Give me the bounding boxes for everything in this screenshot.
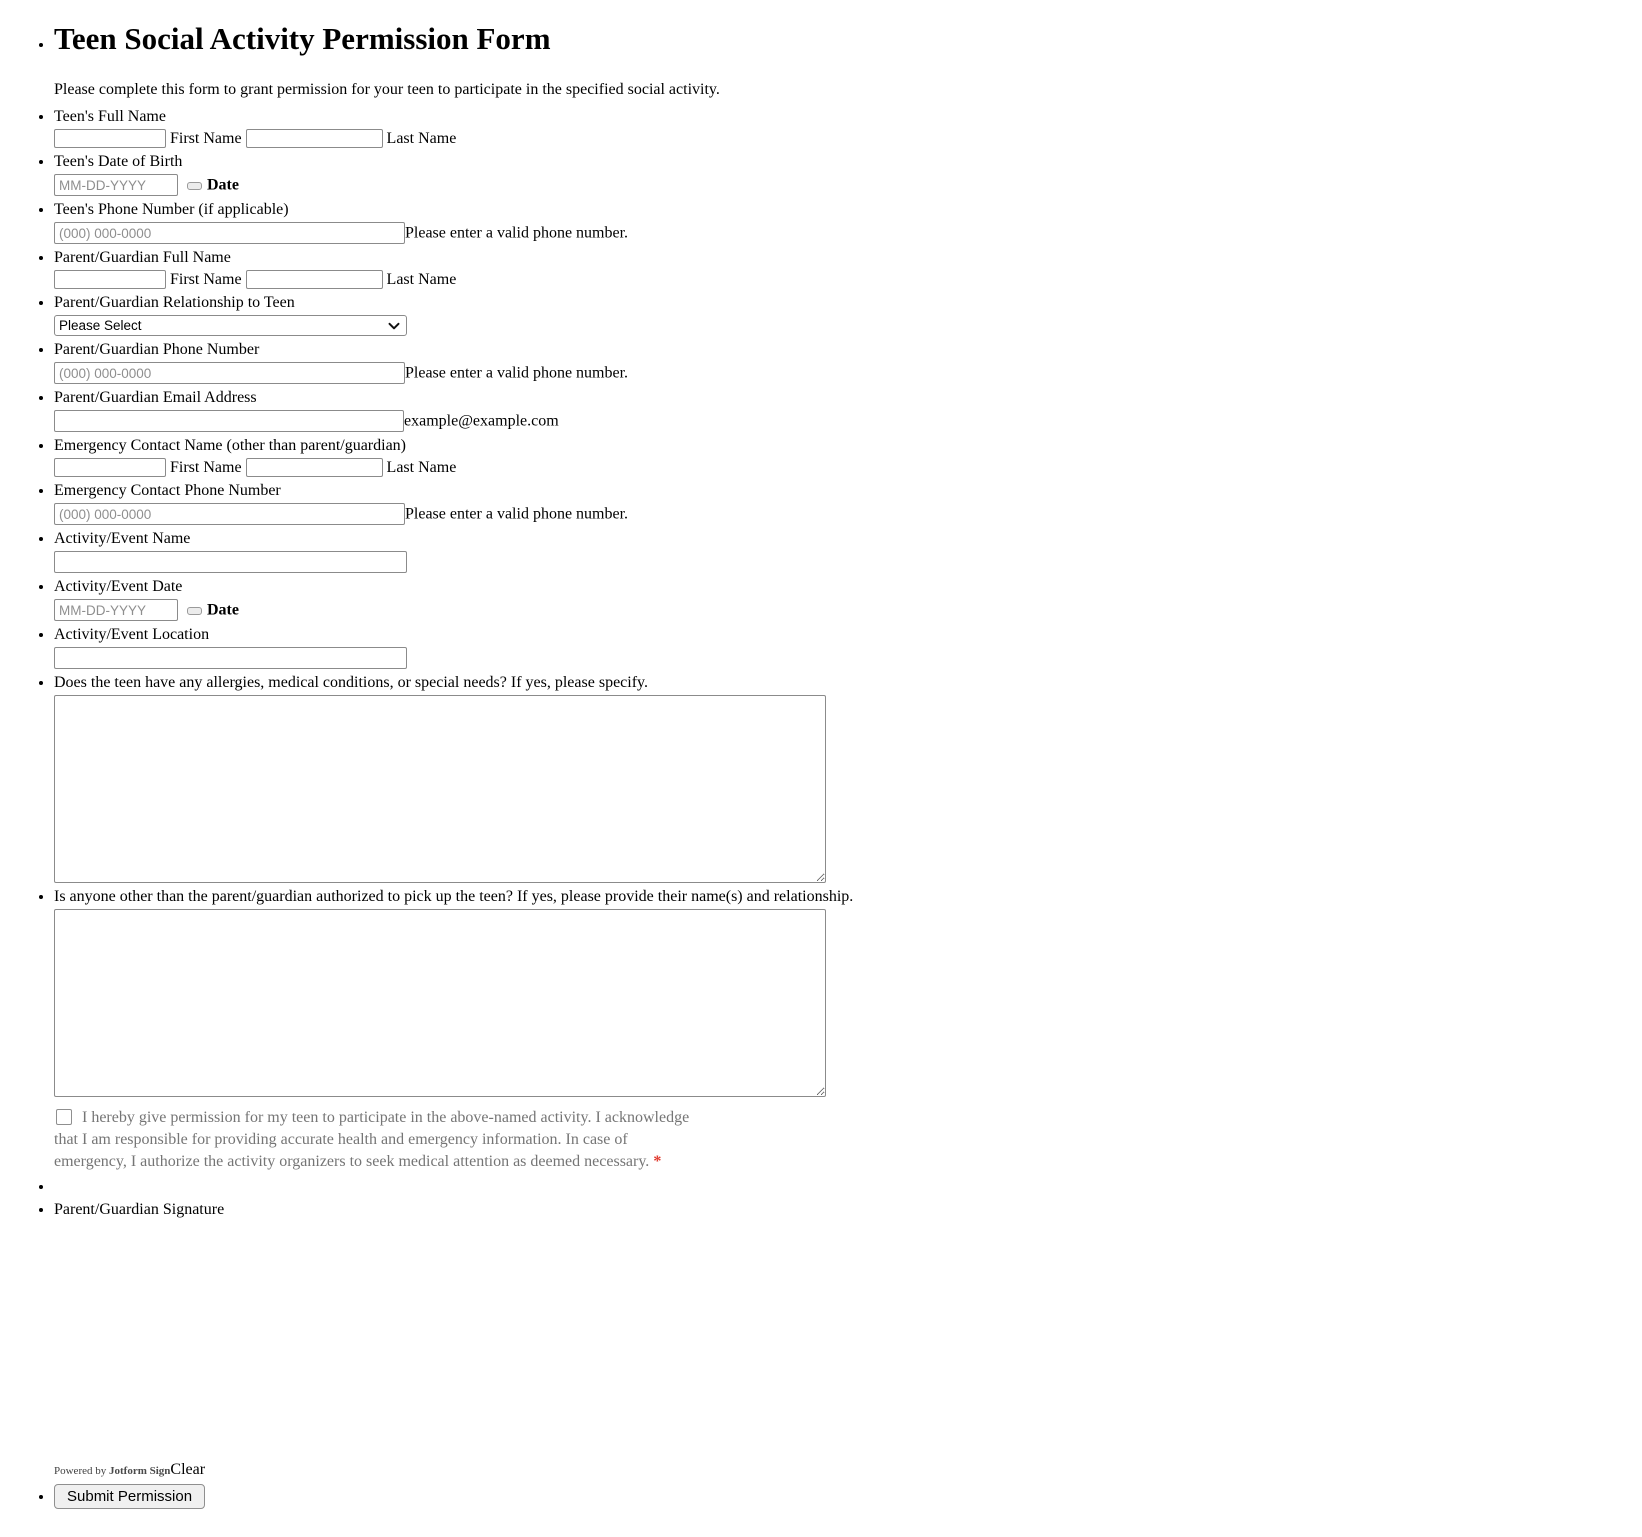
teen-phone-label: • Teen's Phone Number (if applicable) — [54, 201, 289, 218]
emergency-phone-label: • Emergency Contact Phone Number — [54, 482, 281, 499]
field-parent-full-name — [54, 249, 1634, 289]
field-emergency-phone — [54, 482, 1634, 525]
powered-by-text: Powered by — [54, 1465, 109, 1477]
allergies-textarea[interactable] — [54, 695, 826, 883]
allergies-label: • Does the teen have any allergies, medical conditions, or special needs? If yes, please specify. — [54, 674, 648, 691]
field-teen-phone — [54, 201, 1634, 244]
emergency-phone-input[interactable] — [54, 503, 405, 525]
parent-phone-hint: Please enter a valid phone number. — [405, 364, 629, 382]
consent-checkbox[interactable] — [56, 1109, 72, 1125]
teen-phone-input[interactable] — [54, 222, 405, 244]
emergency-phone-hint: Please enter a valid phone number. — [405, 505, 629, 523]
field-teen-full-name — [54, 108, 1634, 148]
activity-location-label: • Activity/Event Location — [54, 626, 210, 643]
form-intro-text: Please complete this form to grant permission for your teen to participate in the specified social activity. — [54, 81, 720, 98]
field-allergies — [54, 674, 1634, 883]
consent-block — [54, 1107, 702, 1173]
teen-last-name-sublabel: Last Name — [386, 130, 457, 147]
signature-footer-line — [54, 1461, 1634, 1479]
signature-footer-item — [54, 1461, 1634, 1479]
field-signature — [54, 1201, 1634, 1456]
emergency-first-name-sublabel: First Name — [170, 459, 242, 476]
activity-date-input[interactable] — [54, 599, 178, 621]
parent-full-name-label: • Parent/Guardian Full Name — [54, 249, 231, 266]
teen-full-name-label: • Teen's Full Name — [54, 108, 166, 125]
teen-dob-row — [54, 174, 1634, 196]
field-emergency-contact-name — [54, 437, 1634, 477]
emergency-last-name-input[interactable] — [246, 458, 383, 477]
parent-email-hint: example@example.com — [404, 412, 559, 430]
activity-location-row — [54, 647, 1634, 669]
form-intro-item — [54, 81, 1634, 99]
parent-full-name-row — [54, 270, 1634, 289]
teen-phone-row — [54, 222, 1634, 244]
activity-date-label: • Activity/Event Date — [54, 578, 183, 595]
form-title-item — [54, 21, 1634, 57]
pickup-authorization-textarea[interactable] — [54, 909, 826, 1097]
parent-last-name-input[interactable] — [246, 270, 383, 289]
emergency-contact-name-row — [54, 458, 1634, 477]
field-parent-email — [54, 389, 1634, 432]
activity-date-row — [54, 599, 1634, 621]
teen-full-name-row — [54, 129, 1634, 148]
pickup-authorization-label: • Is anyone other than the parent/guardian authorized to pick up the teen? If yes, please provide their name(s) and relationship. — [54, 888, 854, 905]
submit-item — [54, 1484, 1634, 1509]
activity-location-input[interactable] — [54, 647, 407, 669]
parent-first-name-sublabel: First Name — [170, 271, 242, 288]
field-teen-dob — [54, 153, 1634, 196]
parent-first-name-input[interactable] — [54, 270, 166, 289]
calendar-icon[interactable] — [187, 607, 202, 615]
parent-relationship-label: • Parent/Guardian Relationship to Teen — [54, 294, 295, 311]
teen-last-name-input[interactable] — [246, 129, 383, 148]
clear-signature-button[interactable]: Clear — [170, 1461, 206, 1478]
required-asterisk: * — [653, 1153, 662, 1170]
parent-email-input[interactable] — [54, 410, 404, 432]
teen-dob-label: • Teen's Date of Birth — [54, 153, 183, 170]
emergency-phone-row — [54, 503, 1634, 525]
parent-phone-row — [54, 362, 1634, 384]
calendar-icon[interactable] — [187, 182, 202, 190]
parent-relationship-select[interactable] — [54, 315, 407, 336]
teen-phone-hint: Please enter a valid phone number. — [405, 224, 629, 242]
field-activity-name — [54, 530, 1634, 573]
parent-last-name-sublabel: Last Name — [386, 271, 457, 288]
teen-first-name-input[interactable] — [54, 129, 166, 148]
signature-pad-area[interactable] — [54, 1222, 1634, 1456]
activity-name-row — [54, 551, 1634, 573]
submit-permission-button[interactable]: Submit Permission — [54, 1484, 205, 1509]
teen-first-name-sublabel: First Name — [170, 130, 242, 147]
teen-dob-date-sublabel: Date — [207, 176, 239, 194]
activity-name-label: • Activity/Event Name — [54, 530, 191, 547]
parent-relationship-select-wrap — [54, 315, 407, 336]
emergency-contact-name-label: • Emergency Contact Name (other than parent/guardian) — [54, 437, 407, 454]
parent-phone-input[interactable] — [54, 362, 405, 384]
activity-date-sublabel: Date — [207, 601, 239, 619]
signature-label: • Parent/Guardian Signature — [54, 1201, 225, 1218]
parent-email-label: • Parent/Guardian Email Address — [54, 389, 257, 406]
parent-email-row — [54, 410, 1634, 432]
page-title: • Teen Social Activity Permission Form — [54, 21, 551, 56]
jotform-sign-brand: Jotform Sign — [109, 1465, 171, 1477]
activity-name-input[interactable] — [54, 551, 407, 573]
consent-text: I hereby give permission for my teen to participate in the above-named activity. I acknowledge that I am responsible for providing accurate health and emergency information. In case of emergency, I authorize the activity organizers to seek medical attention as deemed necessary. — [54, 1109, 690, 1170]
field-parent-phone — [54, 341, 1634, 384]
field-activity-date — [54, 578, 1634, 621]
teen-dob-input[interactable] — [54, 174, 178, 196]
emergency-last-name-sublabel: Last Name — [386, 459, 457, 476]
field-parent-relationship — [54, 294, 1634, 336]
field-pickup-authorization — [54, 888, 1634, 1173]
parent-relationship-row — [54, 315, 1634, 336]
parent-phone-label: • Parent/Guardian Phone Number — [54, 341, 260, 358]
emergency-first-name-input[interactable] — [54, 458, 166, 477]
field-activity-location — [54, 626, 1634, 669]
permission-form — [8, 21, 1634, 1509]
empty-list-item — [54, 1178, 1634, 1196]
